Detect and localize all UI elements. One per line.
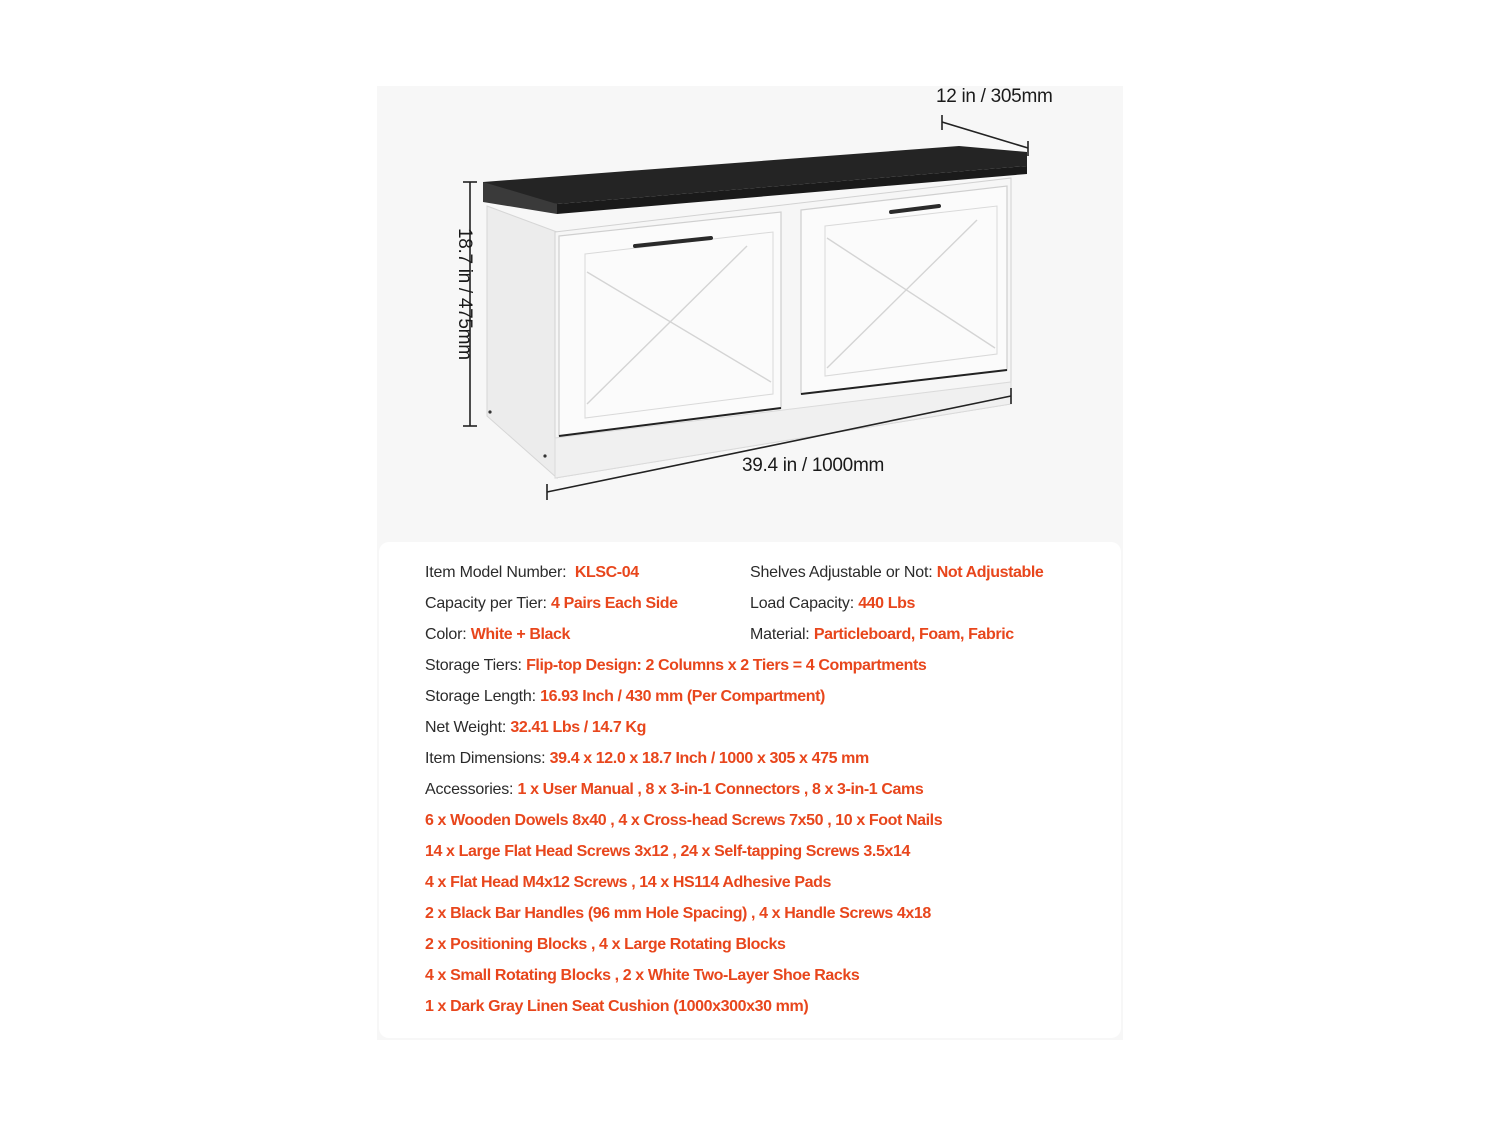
accessories-line: 1 x User Manual , 8 x 3-in-1 Connectors , 8 x 3-in-1 Cams [517,781,924,798]
depth-dimension-label: 12 in / 305mm [936,86,1053,107]
spec-value: 440 Lbs [858,595,915,612]
accessories-line: 6 x Wooden Dowels 8x40 , 4 x Cross-head Screws 7x50 , 10 x Foot Nails [425,812,943,829]
spec-net-weight [425,718,646,738]
spec-label: Material: [750,626,810,643]
spec-value: 32.41 Lbs / 14.7 Kg [510,719,646,736]
spec-label: Item Dimensions: [425,750,546,767]
accessories-line: 14 x Large Flat Head Screws 3x12 , 24 x Self-tapping Screws 3.5x14 [425,843,910,860]
accessories-line: 2 x Positioning Blocks , 4 x Large Rotating Blocks [425,936,786,953]
accessories-line: 4 x Small Rotating Blocks , 2 x White Two-Layer Shoe Racks [425,967,860,984]
width-dimension-label: 39.4 in / 1000mm [742,455,885,476]
spec-color [425,625,570,645]
accessories-line: 4 x Flat Head M4x12 Screws , 14 x HS114 Adhesive Pads [425,874,831,891]
spec-value: 4 Pairs Each Side [551,595,678,612]
spec-material [750,625,1014,645]
spec-value: 39.4 x 12.0 x 18.7 Inch / 1000 x 305 x 475 mm [549,750,869,767]
spec-label: Storage Length: [425,688,536,705]
spec-capacity-tier [425,594,678,614]
spec-label: Capacity per Tier: [425,595,547,612]
spec-load-capacity [750,594,915,614]
spec-adjustable [750,563,1043,583]
spec-label: Shelves Adjustable or Not: [750,564,933,581]
accessories-line: 2 x Black Bar Handles (96 mm Hole Spacing) , 4 x Handle Screws 4x18 [425,905,931,922]
spec-value: Not Adjustable [936,564,1044,581]
accessories-line: 1 x Dark Gray Linen Seat Cushion (1000x300x30 mm) [425,998,809,1015]
product-illustration [377,86,1123,546]
spec-storage-length [425,687,825,707]
spec-storage-tiers [425,656,926,676]
spec-label: Load Capacity: [750,595,854,612]
product-panel [377,86,1123,1040]
spec-value: 16.93 Inch / 430 mm (Per Compartment) [540,688,825,705]
spec-item-dimensions [425,749,869,769]
spec-label: Color: [425,626,467,643]
specifications-card [379,542,1121,1038]
spec-accessories [425,780,923,800]
spec-label: Net Weight: [425,719,507,736]
spec-label: Accessories: [425,781,514,798]
shoe-bench-image [377,86,1123,546]
spec-value: KLSC-04 [574,564,639,581]
spec-value: White + Black [470,626,571,643]
spec-value: Flip-top Design: 2 Columns x 2 Tiers = 4 Compartments [526,657,927,674]
spec-label: Item Model Number: [425,564,567,581]
spec-model [425,563,639,583]
height-dimension-label: 18.7 in / 475mm [454,228,475,360]
spec-value: Particleboard, Foam, Fabric [813,626,1014,643]
spec-label: Storage Tiers: [425,657,522,674]
